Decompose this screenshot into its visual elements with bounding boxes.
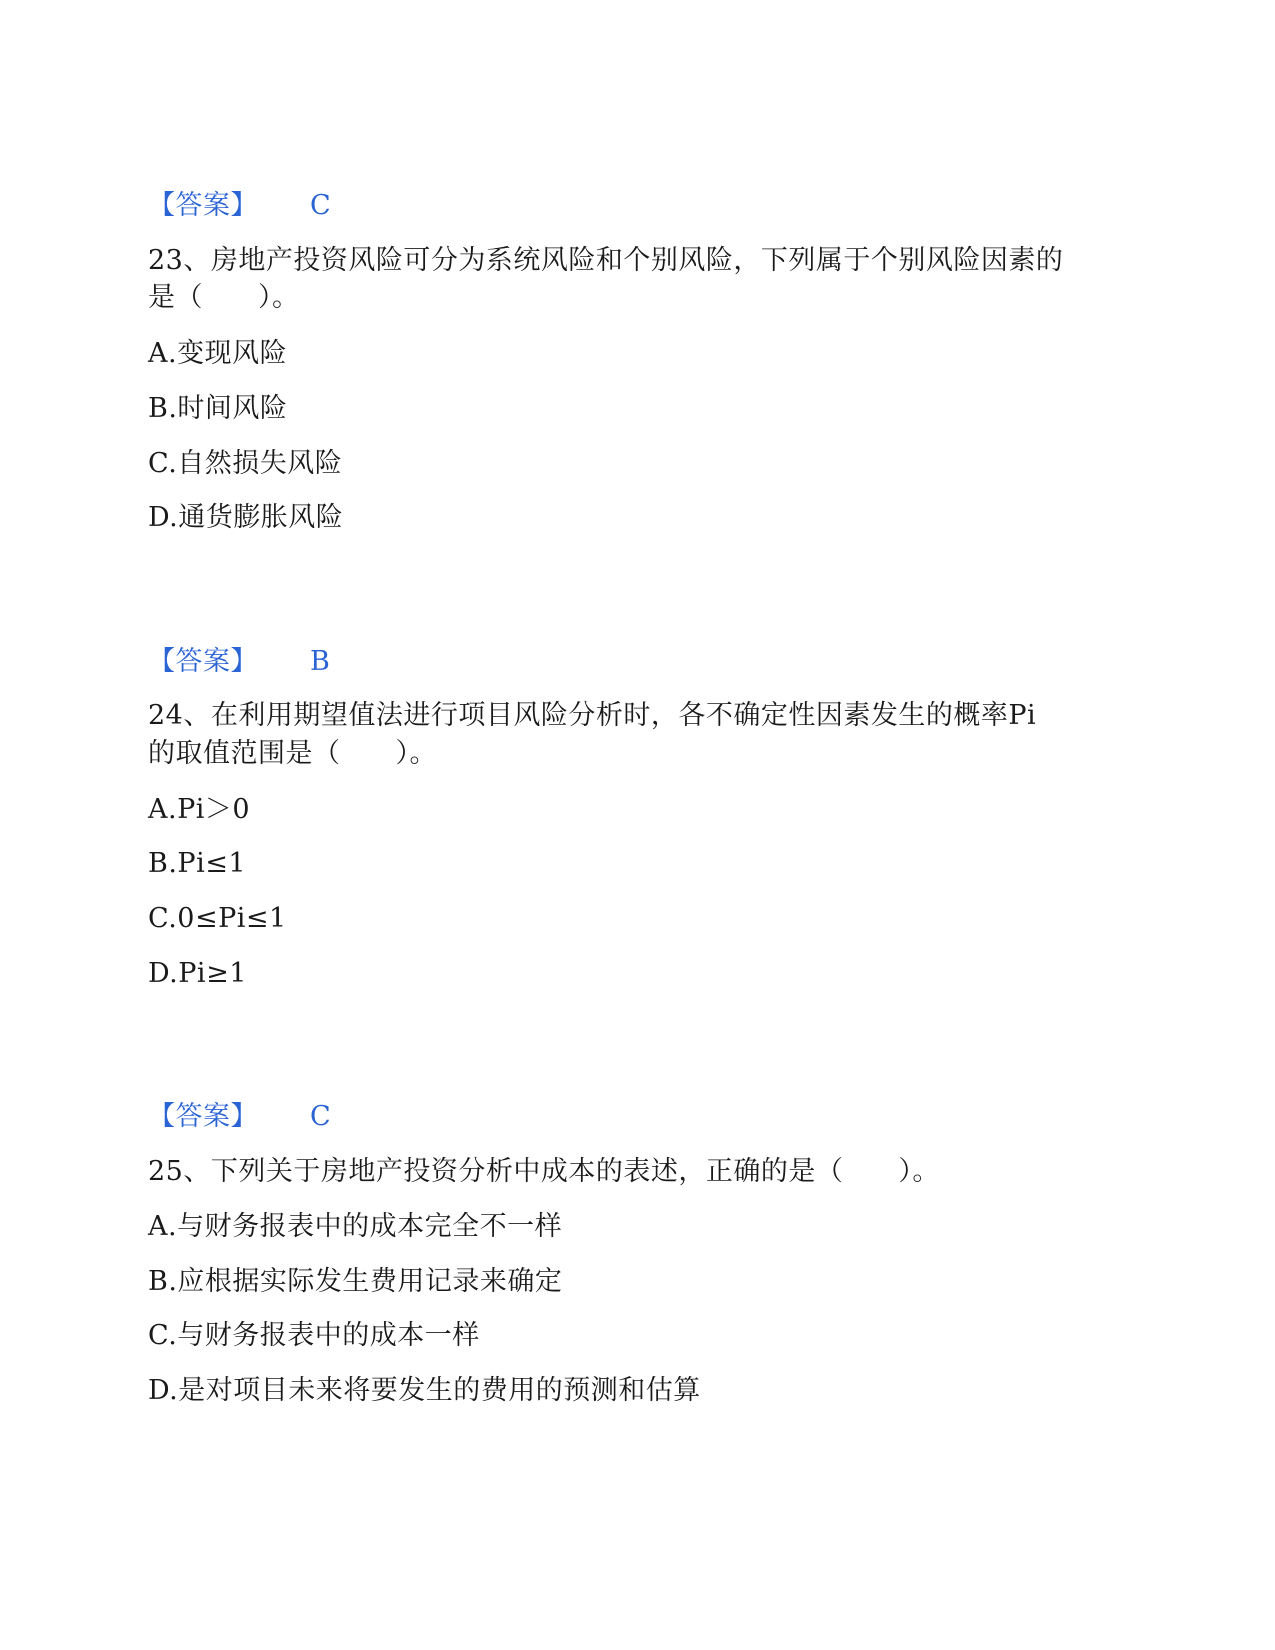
answer-label: 【答案】 bbox=[148, 1101, 258, 1132]
question-text: 24、在利用期望值法进行项目风险分析时，各不确定性因素发生的概率Pi bbox=[148, 700, 1037, 731]
answer-row bbox=[148, 644, 330, 680]
answer-label: 【答案】 bbox=[148, 646, 258, 677]
option-b: B.应根据实际发生费用记录来确定 bbox=[148, 1266, 563, 1297]
answer-value: B bbox=[310, 646, 331, 677]
option-c: C.自然损失风险 bbox=[148, 448, 343, 479]
question-text: 的取值范围是（ ）。 bbox=[148, 738, 437, 769]
option-c: C.与财务报表中的成本一样 bbox=[148, 1320, 480, 1351]
option-a: A.与财务报表中的成本完全不一样 bbox=[148, 1211, 563, 1242]
option-a: A.变现风险 bbox=[148, 338, 288, 369]
option-d: D.Pi≥1 bbox=[148, 958, 247, 989]
question-text: 25、下列关于房地产投资分析中成本的表述，正确的是（ ）。 bbox=[148, 1156, 940, 1187]
option-b: B.Pi≤1 bbox=[148, 848, 247, 879]
question-text: 是（ ）。 bbox=[148, 282, 300, 313]
option-a: A.Pi＞0 bbox=[148, 794, 251, 825]
option-d: D.是对项目未来将要发生的费用的预测和估算 bbox=[148, 1375, 701, 1406]
option-d: D.通货膨胀风险 bbox=[148, 502, 344, 533]
option-c: C.0≤Pi≤1 bbox=[148, 903, 287, 934]
answer-row bbox=[148, 1099, 331, 1135]
answer-label: 【答案】 bbox=[148, 190, 258, 221]
answer-value: C bbox=[310, 190, 332, 221]
answer-row bbox=[148, 188, 331, 224]
answer-value: C bbox=[310, 1101, 332, 1132]
question-text: 23、房地产投资风险可分为系统风险和个别风险，下列属于个别风险因素的 bbox=[148, 245, 1064, 276]
option-b: B.时间风险 bbox=[148, 393, 288, 424]
